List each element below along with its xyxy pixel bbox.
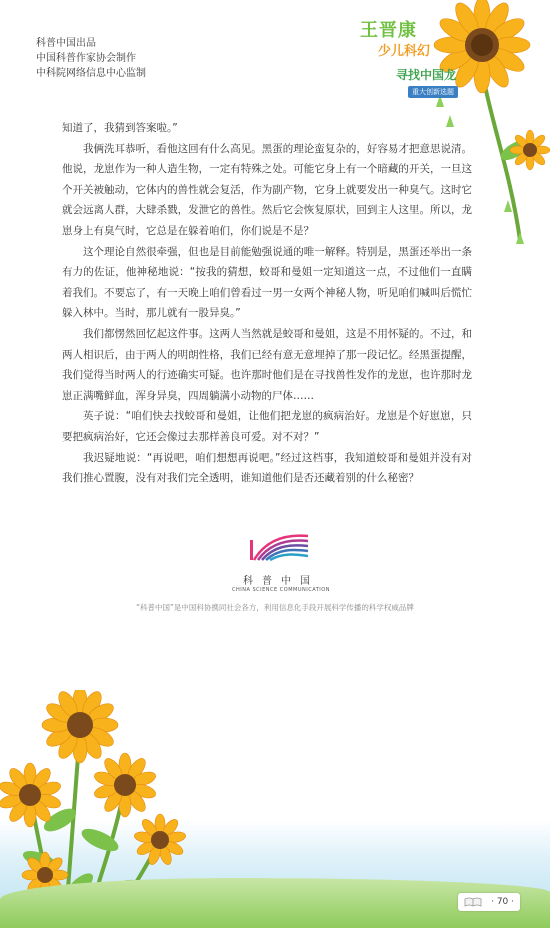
- logo-english-name: CHINA SCIENCE COMMUNICATION: [232, 587, 330, 593]
- story-paragraph: 我迟疑地说：“再说吧，咱们想想再说吧。”经过这档事，我知道蛟哥和曼姐并没有对我们推心置腹，没有对我们完全透明，谁知道他们是否还藏着别的什么秘密？: [62, 451, 472, 485]
- brand-subtitle: 少儿科幻: [378, 44, 431, 59]
- logo-caption: “科普中国”是中国科协携同社会各方，利用信息化手段开展科学传播的科学权威品牌: [136, 603, 414, 612]
- story-paragraph: 我俩洗耳恭听，看他这回有什么高见。黑蛋的理论蛮复杂的，好容易才把意思说清。他说，龙崽作为一种人造生物，一定有特殊之处。可能它身上有一个暗藏的开关，一旦这个开关被触动，它体内的兽性就会复活，作为副产物，它身上就要发出一种臭气。这时它就会远离人群，大肆杀戮，发泄它的兽性。然后它会恢复原状，回到主人这里。所以，龙崽身上有臭气时，它总是在躲着咱们，你们说是不是？: [62, 142, 472, 237]
- publisher-credits: [36, 36, 146, 81]
- brand-series-name: 寻找中国龙: [396, 68, 457, 82]
- publisher-line: 科普中国出品: [36, 38, 96, 49]
- story-paragraph: 知道了，我猜到答案啦。”: [62, 122, 178, 134]
- book-icon: [464, 897, 482, 907]
- brand-title: 王晋康: [360, 20, 417, 41]
- series-brand: [360, 16, 480, 96]
- story-paragraph: 英子说：“咱们快去找蛟哥和曼姐，让他们把龙崽的疯病治好。龙崽是个好崽崽，只要把疯病治好，它还会像过去那样善良可爱。对不对？”: [62, 410, 472, 443]
- publisher-line: 中国科普作家协会制作: [36, 53, 136, 64]
- publisher-line: 中科院网络信息中心监制: [36, 68, 146, 79]
- kepu-china-logo: [226, 530, 336, 593]
- story-paragraph: 我们都愣然回忆起这件事。这两人当然就是蛟哥和曼姐，这是不用怀疑的。不过，和两人相识后，由于两人的明朗性格，我们已经有意无意埋掉了那一段记忆。经黑蛋提醒，我们觉得当时两人的行迹确实可疑。也许那时他们是在寻找兽性发作的龙崽，也许那时龙崽正满嘴鲜血，浑身异臭，四周躺满小动物的尸体……: [62, 327, 472, 402]
- logo-chinese-name: 科普中国: [243, 576, 319, 587]
- story-paragraph: 这个理论自然很牵强，但也是目前能勉强说通的唯一解释。特别是，黑蛋还举出一条有力的佐证，他神秘地说：“按我的猜想，蛟哥和曼姐一定知道这一点，不过他们一直瞒着我们。不要忘了，有一天晚上咱们曾看过一男一女两个神秘人物，听见咱们喊叫后慌忙躲入林中。当时，那儿就有一股异臭。”: [62, 245, 472, 320]
- page-number-badge: [458, 893, 520, 911]
- brand-tag-badge: 重大创新选题: [408, 86, 458, 98]
- story-body: [62, 118, 472, 489]
- kepu-logo-mark-icon: [246, 530, 316, 566]
- page-number: · 70 ·: [491, 897, 514, 907]
